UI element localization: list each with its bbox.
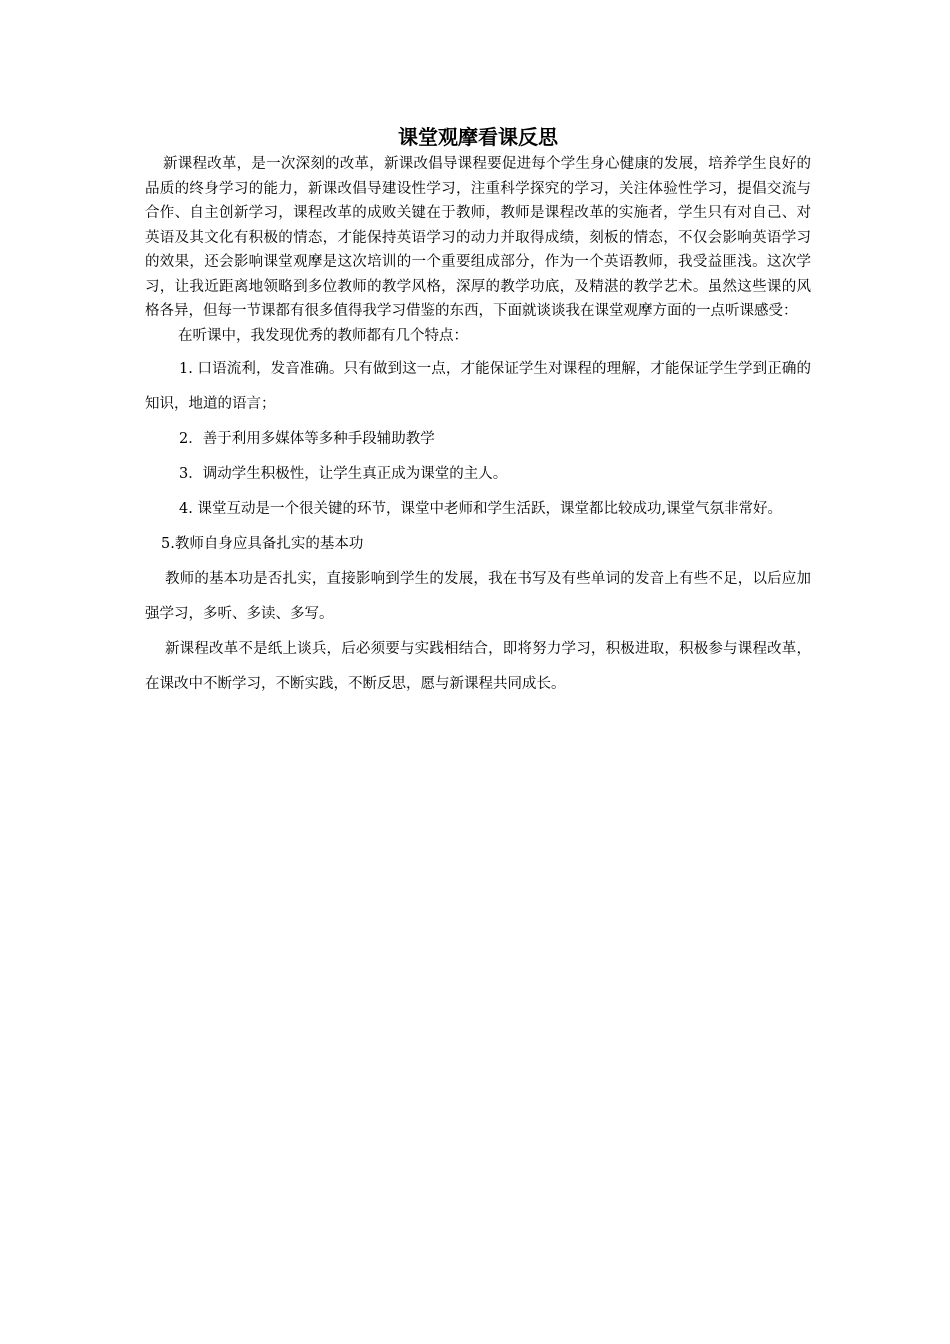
point-3-paragraph: 3．调动学生积极性，让学生真正成为课堂的主人。 [179, 465, 508, 482]
document-title: 课堂观摩看课反思 [398, 125, 558, 149]
intro-paragraph: 新课程改革，是一次深刻的改革，新课改倡导课程要促进每个学生身心健康的发展，培养学生良好的品质的终身学习的能力，新课改倡导建设性学习，注重科学探究的学习，关注体验性学习，提倡交流与合作、自主创新学习，课程改革的成败关键在于教师，教师是课程改革的实施者，学生只有对自己、对英语及其文化有积极的情态，才能保持英语学习的动力并取得成绩，刻板的情态，不仅会影响英语学习的效果，还会影响课堂观摩是这次培训的一个重要组成部分，作为一个英语教师，我受益匪浅。这次学习，让我近距离地领略到多位教师的教学风格，深厚的教学功底，及精湛的教学艺术。虽然这些课的风格各异，但每一节课都有很多值得我学习借鉴的东西，下面就谈谈我在课堂观摩方面的一点听课感受： [145, 156, 811, 319]
point-5-detail-paragraph: 教师的基本功是否扎实，直接影响到学生的发展，我在书写及有些单词的发音上有些不足，以后应加强学习，多听、多读、多写。 [145, 570, 811, 622]
document-body [145, 124, 811, 702]
features-intro-paragraph: 在听课中，我发现优秀的教师都有几个特点： [178, 327, 468, 344]
point-5-heading: 5.教师自身应具备扎实的基本功 [161, 535, 364, 552]
conclusion-paragraph: 新课程改革不是纸上谈兵，后必须要与实践相结合，即将努力学习，积极进取，积极参与课程改革，在课改中不断学习，不断实践，不断反思，愿与新课程共同成长。 [145, 640, 811, 692]
point-4-paragraph: 4. 课堂互动是一个很关键的环节，课堂中老师和学生活跃，课堂都比较成功,课堂气氛非常好。 [179, 500, 783, 517]
point-2-paragraph: 2．善于利用多媒体等多种手段辅助教学 [179, 430, 435, 447]
point-1-paragraph: 1. 口语流利，发音准确。只有做到这一点，才能保证学生对课程的理解，才能保证学生学到正确的知识，地道的语言； [145, 360, 811, 412]
